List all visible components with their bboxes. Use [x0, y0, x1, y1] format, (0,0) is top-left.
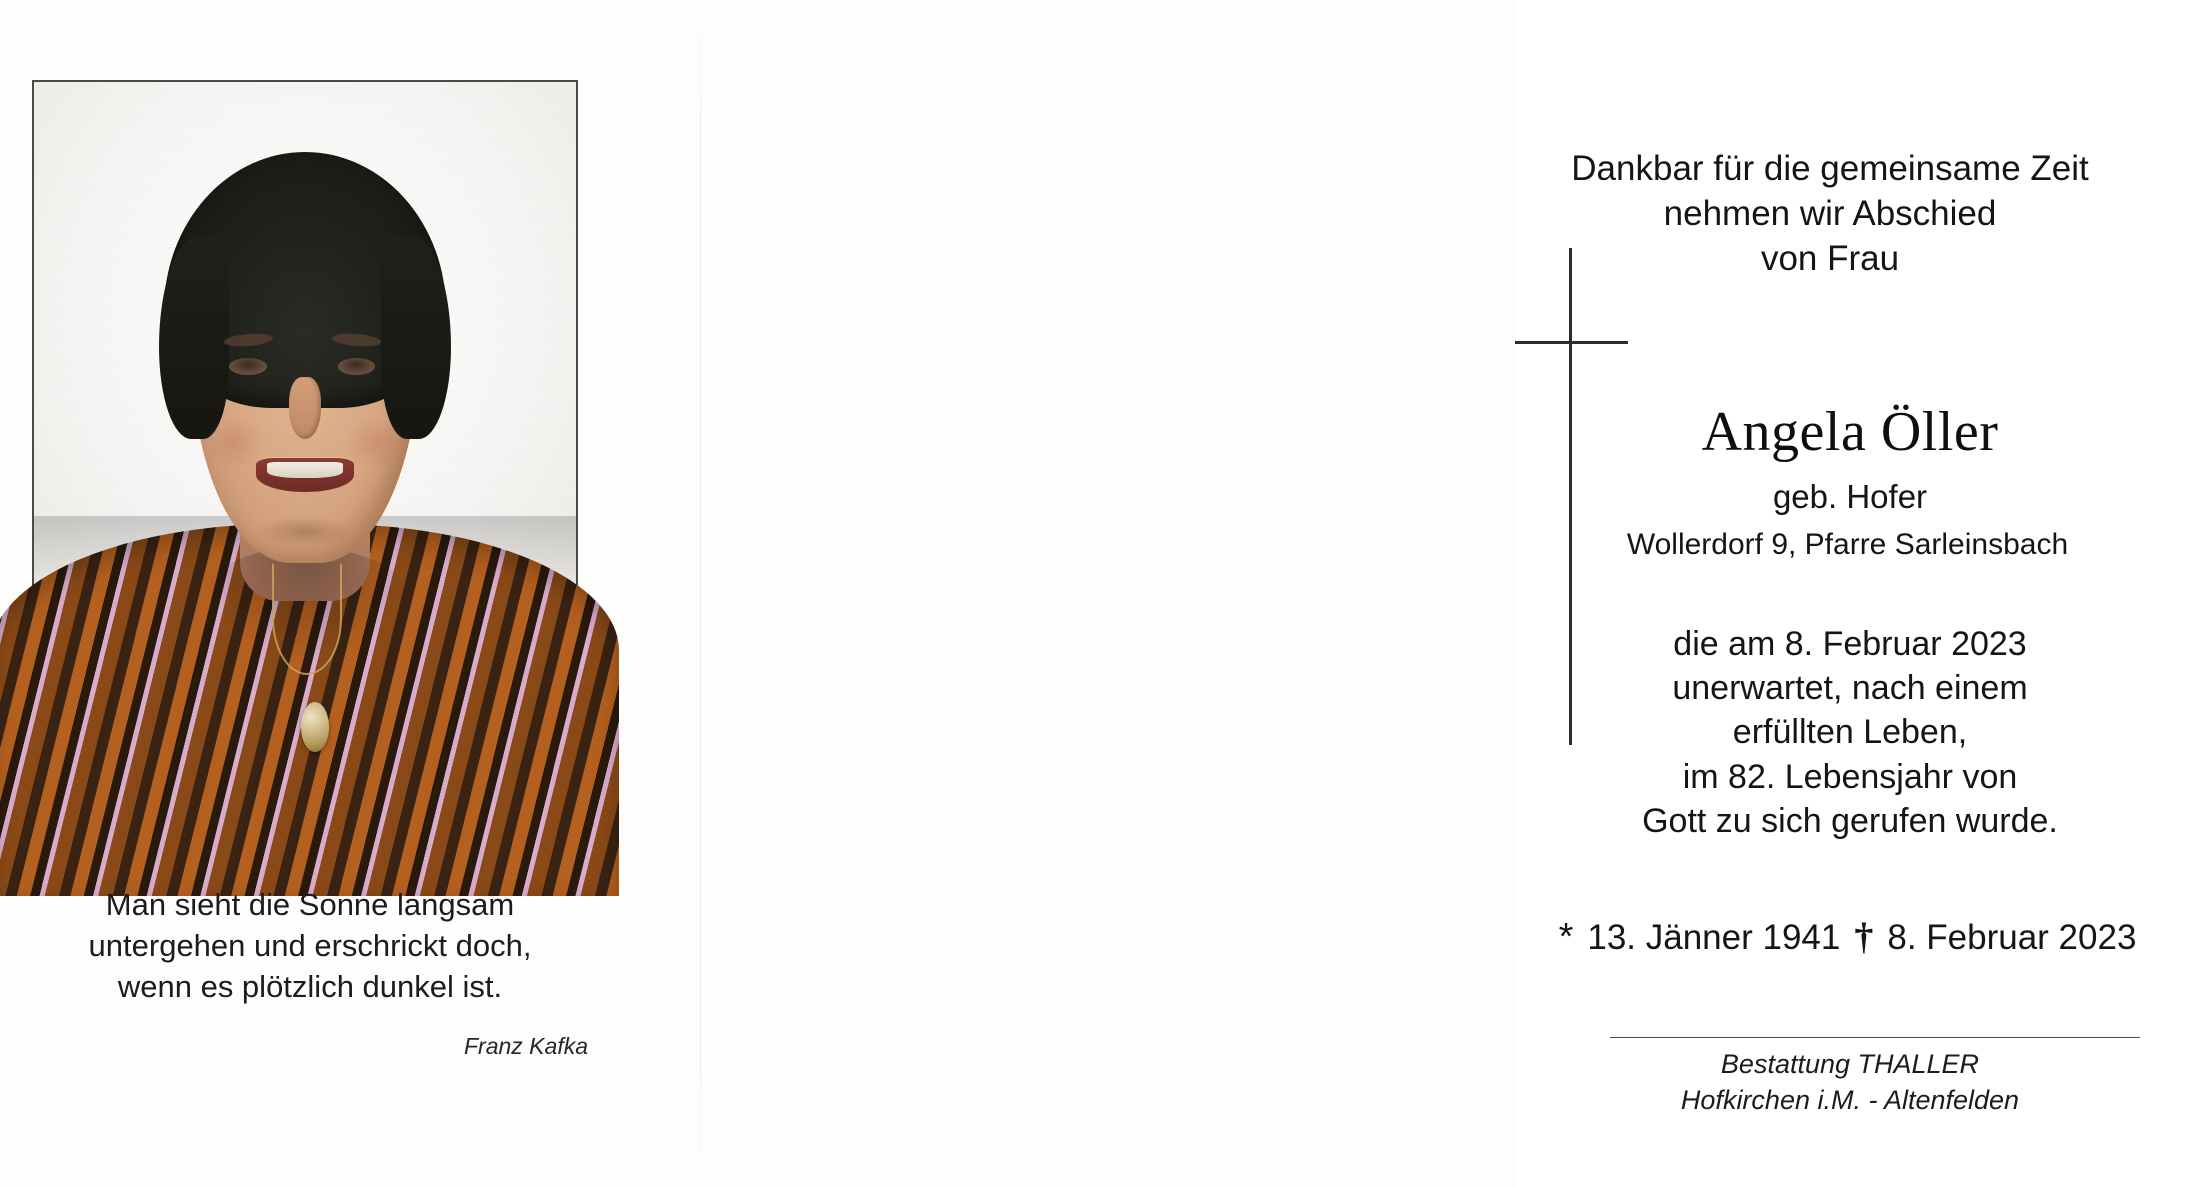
deceased-maiden-name: geb. Hofer	[1772, 478, 1928, 515]
teeth	[267, 462, 343, 478]
death-announcement-text	[1500, 622, 2200, 843]
body-line-3: erfüllten Leben,	[1732, 713, 1968, 752]
necklace-pendant	[301, 702, 329, 752]
funeral-home-name: Bestattung THALLER	[1720, 1049, 1980, 1079]
chin-shadow	[256, 516, 354, 547]
quote-line-2: untergehen und erschrickt doch,	[88, 927, 532, 963]
memorial-quote	[18, 885, 602, 1008]
funeral-home-credit	[1500, 1046, 2200, 1119]
quote-author: Franz Kafka	[464, 1033, 588, 1059]
cheek-right	[346, 415, 406, 469]
body-line-4: im 82. Lebensjahr von	[1682, 757, 2018, 796]
portrait-photo-of-deceased	[34, 82, 576, 857]
death-date: 8. Februar 2023	[1887, 918, 2137, 957]
eye-right	[338, 358, 376, 375]
intro-line-1: Dankbar für die gemeinsame Zeit	[1571, 149, 2089, 188]
body-line-2: unerwartet, nach einem	[1672, 669, 2028, 708]
cheek-left	[205, 415, 265, 469]
life-dates	[1490, 918, 2205, 958]
death-cross-icon: †	[1854, 916, 1874, 958]
divider	[1610, 1037, 2140, 1038]
nose	[289, 377, 322, 439]
cross-horizontal-bar	[1515, 341, 1628, 344]
deceased-address: Wollerdorf 9, Pfarre Sarleinsbach	[1626, 528, 2069, 561]
funeral-home-location: Hofkirchen i.M. - Altenfelden	[1680, 1085, 2020, 1116]
body-line-5: Gott zu sich gerufen wurde.	[1642, 801, 2058, 840]
left-page	[0, 0, 700, 1186]
portrait-photo-frame	[32, 80, 578, 859]
intro-line-3: von Frau	[1760, 238, 1900, 278]
eye-left	[229, 358, 267, 375]
body-line-1: die am 8. Februar 2023	[1673, 625, 2027, 663]
necklace-chain	[272, 563, 341, 676]
intro-line-2: nehmen wir Abschied	[1663, 193, 1997, 233]
quote-line-1: Man sieht die Sonne langsam	[105, 887, 515, 922]
birth-star-icon: *	[1558, 916, 1574, 958]
right-page	[700, 0, 2137, 1186]
intro-text	[1460, 147, 2200, 281]
birth-date: 13. Jänner 1941	[1587, 918, 1841, 957]
deceased-name: Angela Öller	[1701, 401, 1999, 463]
quote-line-3: wenn es plötzlich dunkel ist.	[117, 968, 503, 1004]
